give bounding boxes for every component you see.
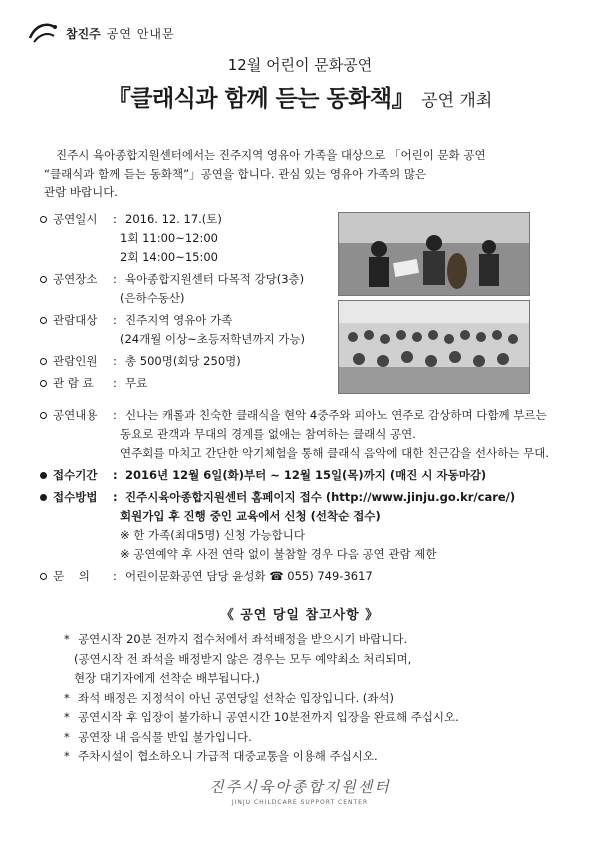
circle-bullet-icon — [40, 573, 47, 580]
filled-bullet-icon — [40, 494, 47, 501]
info-block: 공연일시 : 2016. 12. 17.(토) 1회 11:00~12:00 2회 14:00~15:00 공연장소 : 육아종합지원센터 다목적 강당(3층) (은하수동산) 관람대상 : 진주지역 영유아 가족 (24개월 이상~초등저학년까지 가능) 관람인원 : 총 500명(회당 250명) 관 람 료 : 무료 — [40, 210, 340, 393]
info-block-2: 공연내용 : 신나는 캐롤과 친숙한 클래식을 현악 4중주와 피아노 연주로 감상하며 다함께 부르는 동요로 관객과 무대의 경계를 없애는 참여하는 클래식 공연. 연주회를 마치고 간단한 악기체험을 통해 클래식 음악에 대한 친근감을 선사하는 무대. 접수기간 : 2016년 12월 6일(화)부터 ~ 12월 15일(목)까지 (매진 시 자동마감) 접수방법 : 진주시육아종합지원센터 홈페이지 접수 (http://www.jinju.go.kr/care/) 회원가입 후 진행 중인 교육에서 신청 (선착순 접수) ※ 한 가족(최대5명) 신청 가능합니다 ※ 공연예약 후 사전 연락 없이 불참할 경우 다음 공연 관람 제한 문 의 : 어린이문화공연 담당 윤성화 ☎ 055) 749-3617 — [40, 406, 570, 586]
footer-subtitle: JINJU CHILDCARE SUPPORT CENTER — [231, 799, 369, 806]
note-item: 현장 대기자에게 선착순 배부됩니다.) — [74, 671, 260, 685]
musicians-image — [339, 213, 529, 295]
circle-bullet-icon — [40, 358, 47, 365]
info-content: 공연내용 : 신나는 캐롤과 친숙한 클래식을 현악 4중주와 피아노 연주로 감상하며 다함께 부르는 — [40, 406, 570, 425]
title-main: 『클래식과 함께 듣는 동화책』 — [107, 86, 415, 112]
logo-text: 참진주 — [66, 26, 101, 41]
notes-list — [64, 630, 564, 767]
header — [26, 20, 175, 46]
info-period: 접수기간 : 2016년 12월 6일(화)부터 ~ 12월 15일(목)까지 (매진 시 자동마감) — [40, 466, 570, 485]
page-title — [0, 80, 600, 113]
note-item: * 주차시설이 협소하오니 가급적 대중교통을 이용해 주십시오. — [64, 749, 378, 763]
subtitle: 12월 어린이 문화공연 — [227, 56, 373, 74]
note-item: (공연시작 전 좌석을 배정받지 않은 경우는 모두 예약최소 처리되며, — [74, 651, 412, 666]
intro-paragraph — [44, 146, 564, 202]
note-item: * 공연장 내 음식물 반입 불가입니다. — [64, 729, 252, 744]
note-item: * 좌석 배정은 지정석이 아닌 공연당일 선착순 입장입니다. (좌석) — [64, 690, 394, 705]
city-logo-icon — [26, 20, 60, 46]
concert-photo — [338, 212, 530, 296]
circle-bullet-icon — [40, 216, 47, 223]
circle-bullet-icon — [40, 276, 47, 283]
intro-line: “클래식과 함께 듣는 동화책”」공연을 합니다. 관심 있는 영유아 가족의 많은 — [44, 166, 427, 181]
filled-bullet-icon — [40, 472, 47, 479]
info-method: 접수방법 : 진주시육아종합지원센터 홈페이지 접수 (http://www.jinju.go.kr/care/) — [40, 488, 570, 507]
audience-image — [339, 301, 529, 393]
circle-bullet-icon — [40, 412, 47, 419]
title-rest: 공연 개최 — [421, 91, 493, 111]
intro-line: 관람 바랍니다. — [44, 185, 118, 199]
note-item: * 공연시작 후 입장이 불가하니 공연시간 10분전까지 입장을 완료해 주십시오. — [64, 710, 459, 724]
info-date: 공연일시 : 2016. 12. 17.(토) — [40, 210, 340, 229]
info-capacity: 관람인원 : 총 500명(회당 250명) — [40, 352, 340, 371]
info-contact: 문 의 : 어린이문화공연 담당 윤성화 ☎ 055) 749-3617 — [40, 567, 570, 586]
intro-line: 진주시 육아종합지원센터에서는 진주지역 영유아 가족을 대상으로 「어린이 문화 공연 — [56, 148, 486, 162]
footer-logo — [0, 776, 600, 806]
circle-bullet-icon — [40, 380, 47, 387]
info-target: 관람대상 : 진주지역 영유아 가족 — [40, 311, 340, 330]
circle-bullet-icon — [40, 317, 47, 324]
notes-title: 《 공연 당일 참고사항 》 — [220, 608, 380, 623]
header-label: 공연 안내문 — [106, 26, 175, 41]
footer-script: 진주시육아종합지원센터 — [209, 778, 391, 796]
note-item: * 공연시작 20분 전까지 접수처에서 좌석배정을 받으시기 바랍니다. — [64, 632, 408, 646]
info-place: 공연장소 : 육아종합지원센터 다목적 강당(3층) — [40, 270, 340, 289]
audience-photo — [338, 300, 530, 394]
info-fee: 관 람 료 : 무료 — [40, 374, 340, 393]
